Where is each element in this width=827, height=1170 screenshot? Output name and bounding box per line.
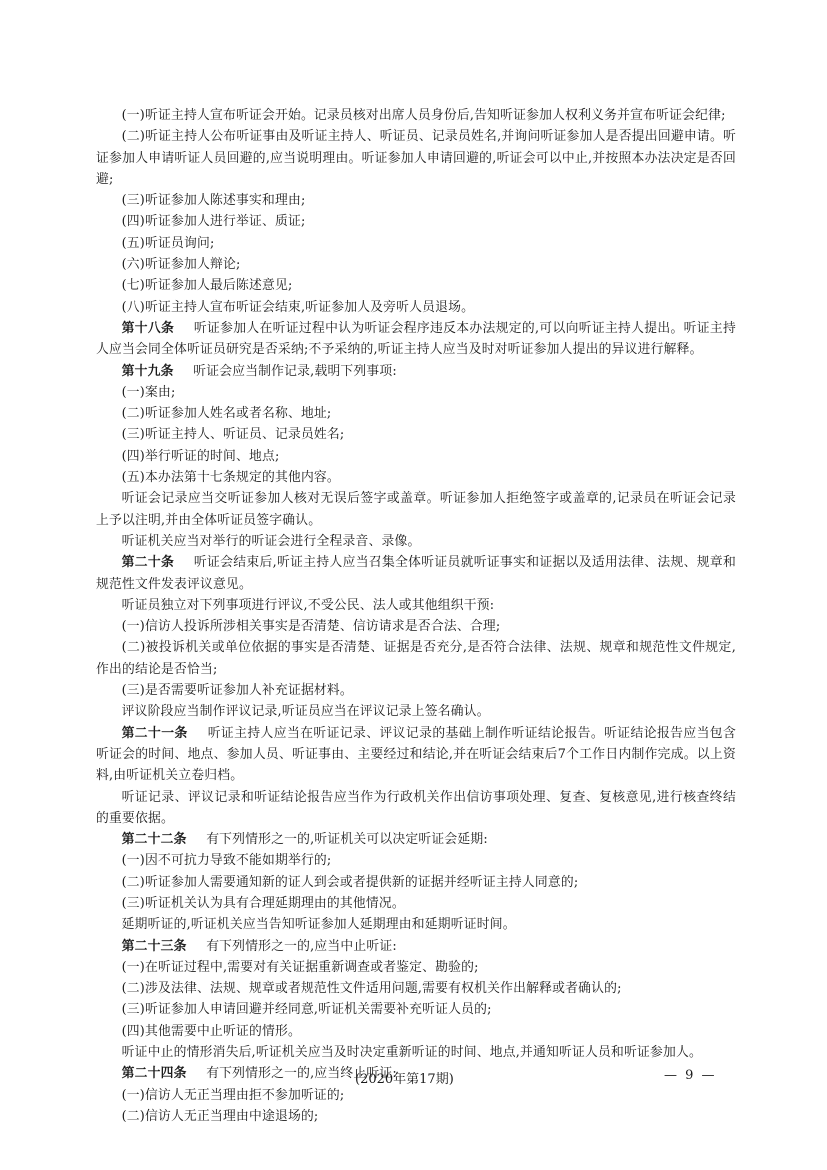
- paragraph: [96, 531, 736, 552]
- paragraph: [96, 233, 736, 254]
- paragraph: [96, 446, 736, 467]
- paragraph: [96, 424, 736, 445]
- paragraph: [96, 595, 736, 616]
- paragraph: [96, 297, 736, 318]
- paragraph-text: (一)在听证过程中,需要对有关证据重新调查或者鉴定、勘验的;: [121, 959, 479, 975]
- paragraph-text: 听证中止的情形消失后,听证机关应当及时决定重新听证的时间、地点,并通知听证人员和听证参加人。: [121, 1045, 702, 1061]
- paragraph: [96, 275, 736, 296]
- page-footer: [0, 1068, 827, 1090]
- paragraph: [96, 680, 736, 701]
- paragraph: [96, 850, 736, 871]
- paragraph-text: (二)涉及法律、法规、规章或者规范性文件适用问题,需要有权机关作出解释或者确认的;: [121, 981, 622, 997]
- paragraph-text: (三)听证参加人申请回避并经同意,听证机关需要补充听证人员的;: [121, 1002, 492, 1018]
- paragraph: [96, 637, 736, 680]
- paragraph: [96, 382, 736, 403]
- paragraph-text: (二)听证主持人公布听证事由及听证主持人、听证员、记录员姓名,并询问听证参加人是否提出回避申请。听证参加人申请听证人员回避的,应当说明理由。听证参加人申请回避的,听证会可以中止,并按照本办法决定是否回避;: [96, 129, 736, 187]
- paragraph-text: (五)本办法第十七条规定的其他内容。: [121, 470, 340, 486]
- paragraph-text: 听证参加人在听证过程中认为听证会程序违反本办法规定的,可以向听证主持人提出。听证主持人应当会同全体听证员研究是否采纳;不予采纳的,听证主持人应当及时对听证参加人提出的异议进行解释。: [96, 320, 736, 358]
- article-paragraph: [96, 723, 736, 787]
- document-body: [96, 105, 736, 1127]
- paragraph-text: (二)被投诉机关或单位依据的事实是否清楚、证据是否充分,是否符合法律、法规、规章和规范性文件规定,作出的结论是否恰当;: [96, 640, 736, 677]
- article-paragraph: [96, 318, 736, 361]
- paragraph-text: 听证记录、评议记录和听证结论报告应当作为行政机关作出信访事项处理、复查、复核意见,进行核查终结的重要依据。: [96, 789, 736, 826]
- paragraph: [96, 616, 736, 637]
- paragraph: [96, 1106, 736, 1127]
- paragraph: [96, 701, 736, 722]
- paragraph-text: (一)信访人投诉所涉相关事实是否清楚、信访请求是否合法、合理;: [121, 619, 501, 635]
- paragraph: [96, 872, 736, 893]
- paragraph-text: (八)听证主持人宣布听证会结束,听证参加人及旁听人员退场。: [121, 299, 475, 315]
- paragraph-text: 听证机关应当对举行的听证会进行全程录音、录像。: [121, 533, 421, 549]
- paragraph: [96, 1042, 736, 1063]
- article-paragraph: [96, 361, 736, 382]
- article-number: 第二十条: [121, 555, 175, 571]
- paragraph: [96, 126, 736, 190]
- paragraph-text: 听证会应当制作记录,载明下列事项:: [193, 363, 397, 379]
- article-number: 第二十三条: [121, 938, 187, 954]
- paragraph-text: (三)是否需要听证参加人补充证据材料。: [121, 683, 353, 699]
- paragraph: [96, 957, 736, 978]
- paragraph-text: (四)听证参加人进行举证、质证;: [121, 214, 306, 230]
- paragraph-text: (一)听证主持人宣布听证会开始。记录员核对出席人员身份后,告知听证参加人权利义务并宣布听证会纪律;: [121, 108, 726, 123]
- paragraph-text: 听证会结束后,听证主持人应当召集全体听证员就听证事实和证据以及适用法律、法规、规章和规范性文件发表评议意见。: [96, 555, 736, 592]
- article-number: 第二十四条: [121, 1066, 187, 1082]
- paragraph-text: 听证主持人应当在听证记录、评议记录的基础上制作听证结论报告。听证结论报告应当包含听证会的时间、地点、参加人员、听证事由、主要经过和结论,并在听证会结束后7个工作日内制作完成。以上资料,由听证机关立卷归档。: [96, 725, 737, 784]
- article-number: 第十九条: [121, 363, 174, 379]
- paragraph-text: (二)听证参加人姓名或者名称、地址;: [121, 406, 332, 422]
- paragraph-text: 评议阶段应当制作评议记录,听证员应当在评议记录上签名确认。: [121, 704, 490, 720]
- paragraph: [96, 190, 736, 211]
- article-number: 第二十二条: [121, 832, 187, 848]
- paragraph: [96, 105, 736, 126]
- paragraph: [96, 1021, 736, 1042]
- paragraph: [96, 254, 736, 275]
- issue-label: (2020年第17期): [355, 1072, 454, 1087]
- paragraph-text: 延期听证的,听证机关应当告知听证参加人延期理由和延期听证时间。: [121, 917, 516, 933]
- article-number: 第十八条: [121, 320, 175, 336]
- paragraph-text: (六)听证参加人辩论;: [121, 257, 241, 273]
- article-number: 第二十一条: [121, 725, 188, 741]
- paragraph: [96, 488, 736, 531]
- paragraph: [96, 211, 736, 232]
- paragraph-text: (三)听证机关认为具有合理延期理由的其他情况。: [121, 895, 405, 911]
- paragraph-text: (五)听证员询问;: [121, 235, 215, 251]
- paragraph-text: (一)信访人无正当理由拒不参加听证的;: [121, 1087, 345, 1103]
- paragraph-text: (三)听证主持人、听证员、记录员姓名;: [121, 427, 345, 443]
- paragraph: [96, 999, 736, 1020]
- paragraph: [96, 787, 736, 830]
- paragraph: [96, 467, 736, 488]
- article-paragraph: [96, 829, 736, 850]
- paragraph-text: 有下列情形之一的,应当中止听证:: [206, 938, 397, 954]
- paragraph-text: (四)举行听证的时间、地点;: [121, 448, 280, 464]
- paragraph: [96, 914, 736, 935]
- paragraph-text: 有下列情形之一的,听证机关可以决定听证会延期:: [206, 832, 488, 848]
- paragraph: [96, 893, 736, 914]
- paragraph: [96, 978, 736, 999]
- article-paragraph: [96, 552, 736, 595]
- paragraph-text: (一)因不可抗力导致不能如期举行的;: [121, 853, 332, 869]
- paragraph-text: (一)案由;: [121, 384, 176, 400]
- paragraph-text: (三)听证参加人陈述事实和理由;: [121, 193, 306, 209]
- paragraph-text: 有下列情形之一的,应当终止听证:: [206, 1066, 397, 1082]
- paragraph-text: (二)信访人无正当理由中途退场的;: [121, 1108, 319, 1124]
- paragraph-text: (七)听证参加人最后陈述意见;: [121, 278, 293, 294]
- paragraph-text: 听证会记录应当交听证参加人核对无误后签字或盖章。听证参加人拒绝签字或盖章的,记录员在听证会记录上予以注明,并由全体听证员签字确认。: [96, 491, 736, 528]
- paragraph-text: (二)听证参加人需要通知新的证人到会或者提供新的证据并经听证主持人同意的;: [121, 874, 579, 890]
- paragraph: [96, 403, 736, 424]
- article-paragraph: [96, 936, 736, 957]
- paragraph-text: 听证员独立对下列事项进行评议,不受公民、法人或其他组织干预:: [121, 597, 495, 613]
- page-number: — 9 —: [664, 1068, 717, 1083]
- paragraph-text: (四)其他需要中止听证的情形。: [121, 1023, 301, 1039]
